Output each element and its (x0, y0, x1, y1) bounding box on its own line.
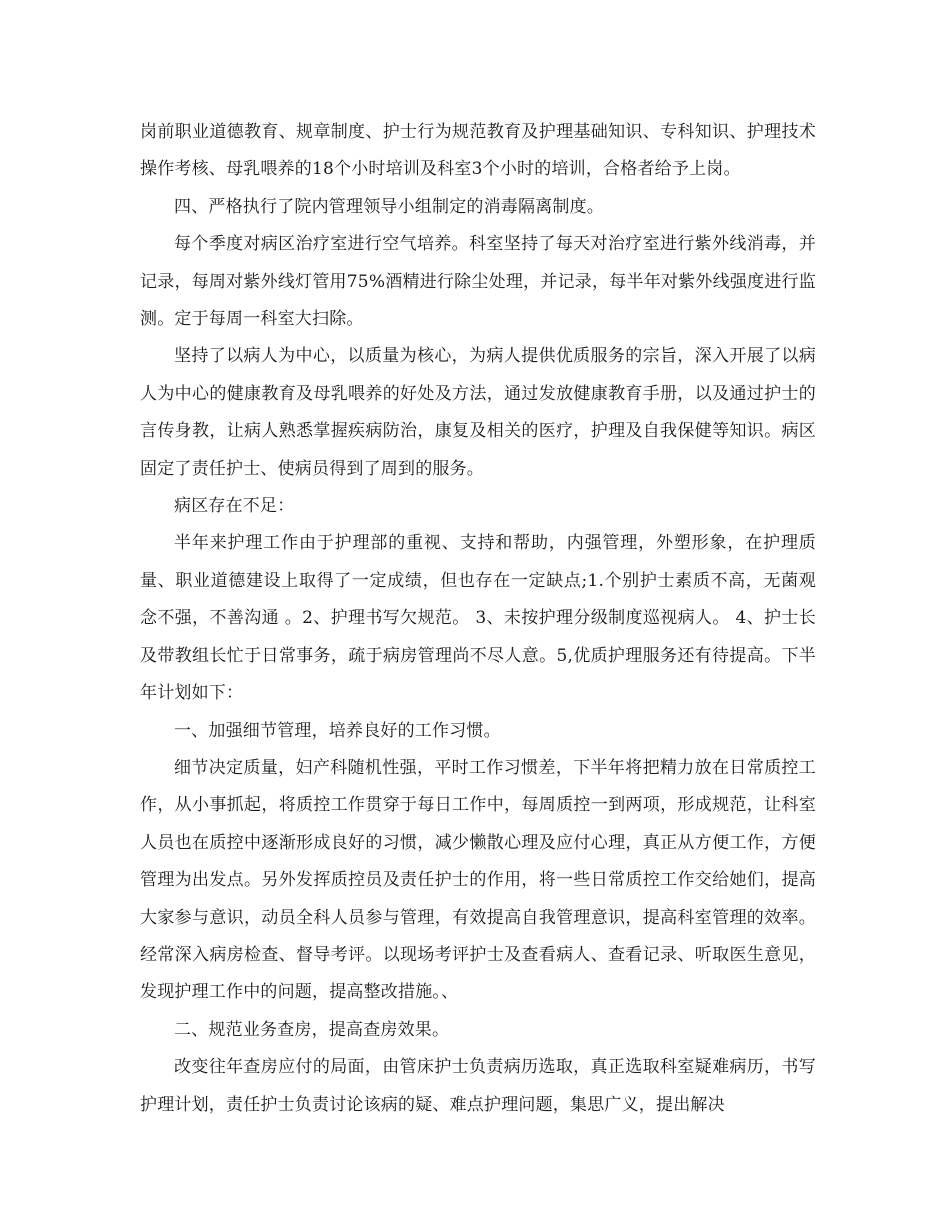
heading-detail-management: 一、加强细节管理，培养良好的工作习惯。 (174, 720, 501, 741)
paragraph-detail-management: 细节决定质量，妇产科随机性强，平时工作习惯差，下半年将把精力放在日常质控工作，从小事抓起，将质控工作贯穿于每日工作中，每周质控一到两项，形成规范，让科室人员也在质控中逐渐形成良好的习惯，减少懒散心理及应付心理，真正从方便工作，方便管理为出发点。另外发挥质控员及责任护士的作用，将一些日常质控工作交给她们，提高大家参与意识，动员全科人员参与管理，有效提高自我管理意识，提高科室管理的效率。经常深入病房检查、督导考评。以现场考评护士及查看病人、查看记录、听取医生意见，发现护理工作中的问题，提高整改措施。、 (140, 757, 816, 1003)
heading-shortcomings: 病区存在不足： (174, 496, 295, 517)
heading-disinfection: 四、严格执行了院内管理领导小组制定的消毒隔离制度。 (174, 196, 604, 217)
paragraph-patient-centered: 坚持了以病人为中心，以质量为核心，为病人提供优质服务的宗旨，深入开展了以病人为中心的健康教育及母乳喂养的好处及方法，通过发放健康教育手册，以及通过护士的言传身教，让病人熟悉掌握疾病防治，康复及相关的医疗，护理及自我保健等知识。病区固定了责任护士、使病员得到了周到的服务。 (140, 346, 816, 479)
heading-ward-rounds: 二、规范业务查房，提高查房效果。 (174, 1019, 450, 1040)
paragraph-ward-rounds: 改变往年查房应付的局面，由管床护士负责病历选取，真正选取科室疑难病历，书写护理计划，责任护士负责讨论该病的疑、难点护理问题，集思广义，提出解决 (140, 1057, 816, 1115)
paragraph-disinfection: 每个季度对病区治疗室进行空气培养。科室坚持了每天对治疗室进行紫外线消毒，并记录，每周对紫外线灯管用75%酒精进行除尘处理，并记录，每半年对紫外线强度进行监测。定于每周一科室大扫除。 (140, 234, 816, 330)
document-page (140, 114, 816, 1124)
paragraph-shortcomings: 半年来护理工作由于护理部的重视、支持和帮助，内强管理，外塑形象，在护理质量、职业道德建设上取得了一定成绩，但也存在一定缺点;1.个别护士素质不高，无菌观念不强，不善沟通 。2、护理书写欠规范。 3、未按护理分级制度巡视病人。 4、护士长及带教组长忙于日常事务，疏于病房管理尚不尽人意。5,优质护理服务还有待提高。下半年计划如下： (140, 533, 816, 704)
paragraph-training: 岗前职业道德教育、规章制度、护士行为规范教育及护理基础知识、专科知识、护理技术操作考核、母乳喂养的18个小时培训及科室3个小时的培训，合格者给予上岗。 (140, 122, 816, 180)
